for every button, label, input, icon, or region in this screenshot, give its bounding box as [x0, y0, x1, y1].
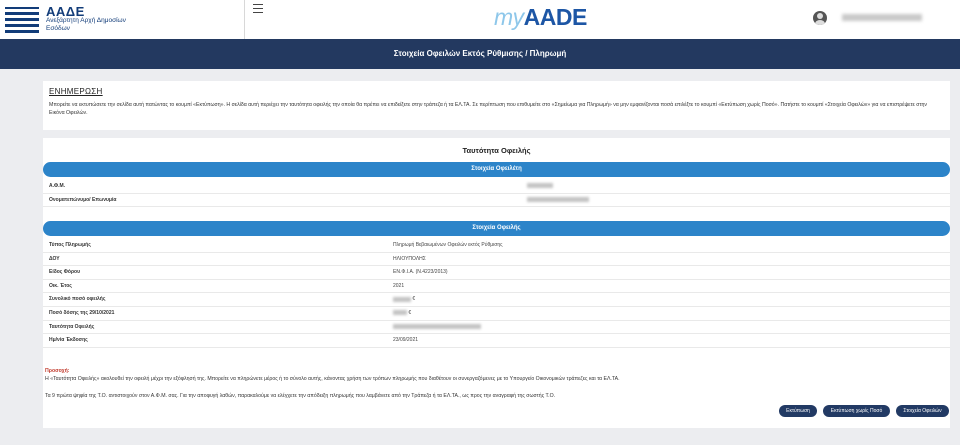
table-row: [43, 293, 950, 307]
print-button[interactable]: Εκτύπωση: [779, 405, 817, 417]
row-label: Ημ/νία Έκδοσης: [49, 337, 88, 344]
table-row: [43, 194, 950, 208]
debts-button[interactable]: Στοιχεία Οφειλών: [896, 405, 949, 417]
debt-identity-panel: [43, 138, 950, 428]
row-label: Συνολικό ποσό οφειλής: [49, 296, 106, 303]
row-label: ΔΟΥ: [49, 255, 60, 262]
row-label: Α.Φ.Μ.: [49, 183, 66, 189]
row-value: ΗΛΙΟΥΠΟΛΗΣ: [393, 255, 426, 262]
warning-text: Η «Ταυτότητα Οφειλής» ακολουθεί την οφειλή μέχρι την εξόφλησή της. Μπορείτε να πληρώνετε μέρος ή το σύνολο αυτής, κάνοντας χρήση των τρόπων πληρωμής που διαθέτουν οι συνεργαζόμενες με το Υπουργείο Οικονομικών τράπεζες και τα ΕΛ.ΤΑ.: [45, 376, 620, 382]
aade-logo[interactable]: [0, 0, 245, 39]
user-avatar-icon[interactable]: [813, 11, 827, 25]
row-label: Οικ. Έτος: [49, 282, 72, 289]
name-redacted: [527, 194, 589, 208]
note-text: Τα 9 πρώτα ψηφία της Τ.Ο. αντιστοιχούν στον Α.Φ.Μ. σας. Για την αποφυγή λαθών, παρακαλούμε να ελέγχετε την απόδειξη πληρωμής που λαμβάνετε από την Τράπεζα ή τα ΕΛ.ΤΑ., ως προς την αναγραφή της σωστής Τ.Ο.: [45, 393, 556, 399]
debtor-section-header: Στοιχεία Οφειλέτη: [43, 162, 950, 177]
info-panel: [43, 81, 950, 130]
brand-my: my: [494, 4, 524, 30]
row-label: Ταυτότητα Οφειλής: [49, 323, 95, 330]
user-name-redacted[interactable]: [842, 14, 922, 21]
warning-label: Προσοχή:: [45, 368, 70, 374]
afm-redacted: [527, 180, 553, 194]
top-header: [0, 0, 960, 39]
table-row: [43, 239, 950, 253]
table-row: [43, 253, 950, 267]
debt-rows: [43, 239, 950, 348]
table-row: [43, 307, 950, 321]
row-value: Πληρωμή Βεβαιωμένων Οφειλών εκτός Ρύθμισης: [393, 242, 503, 248]
table-row: [43, 180, 950, 194]
myaade-brand[interactable]: [494, 4, 587, 31]
currency-symbol: €: [408, 309, 412, 316]
table-row: [43, 280, 950, 294]
panel-title: Ταυτότητα Οφειλής: [462, 146, 531, 155]
row-value: 2021: [393, 282, 405, 289]
installment-value: [393, 307, 411, 321]
debtor-rows: [43, 180, 950, 207]
print-no-amount-button[interactable]: Εκτύπωση χωρίς Ποσό: [823, 405, 890, 417]
row-label: Είδος Φόρου: [49, 269, 81, 276]
row-label: Ποσό δόσης της 29/10/2021: [49, 309, 115, 316]
debt-id-redacted: [393, 321, 481, 335]
menu-icon[interactable]: [253, 4, 263, 13]
row-label: Τύπος Πληρωμής: [49, 242, 91, 248]
row-value: 23/09/2021: [393, 337, 419, 344]
row-value: ΕΝ.Φ.Ι.Α. (Ν.4223/2013): [393, 269, 448, 276]
row-label: Ονοματεπώνυμο/ Επωνυμία: [49, 196, 117, 203]
org-subtitle: Ανεξάρτητη Αρχή Δημοσίων Εσόδων: [46, 17, 126, 32]
amount-value: [393, 293, 415, 307]
table-row: [43, 334, 950, 348]
brand-aade: AADE: [523, 4, 587, 30]
greek-flag-icon: [5, 7, 39, 33]
table-row: [43, 321, 950, 335]
info-title: ΕΝΗΜΕΡΩΣΗ: [49, 87, 103, 96]
currency-symbol: €: [412, 296, 416, 303]
page-title: Στοιχεία Οφειλών Εκτός Ρύθμισης / Πληρωμή: [0, 39, 960, 69]
debt-section-header: Στοιχεία Οφειλής: [43, 221, 950, 236]
table-row: [43, 266, 950, 280]
info-text: Μπορείτε να εκτυπώσετε την σελίδα αυτή πατώντας το κουμπί «Εκτύπωση». Η σελίδα αυτή περιέχει την ταυτότητα οφειλής την οποία θα πρέπει να επιδείξετε στην τράπεζα ή τα ΕΛ.ΤΑ. Σε περίπτωση που επιθυμείτε στο «Σημείωμα για Πληρωμή» να μην εμφανίζονται ποσά επιλέξτε το κουμπί «Εκτύπωση χωρίς Ποσό». Πατήστε το κουμπί «Στοιχεία Οφειλών» για να επιστρέψετε στην Εικόνα Οφειλών.: [49, 102, 927, 116]
org-title: ΑΑΔΕ: [46, 4, 85, 19]
